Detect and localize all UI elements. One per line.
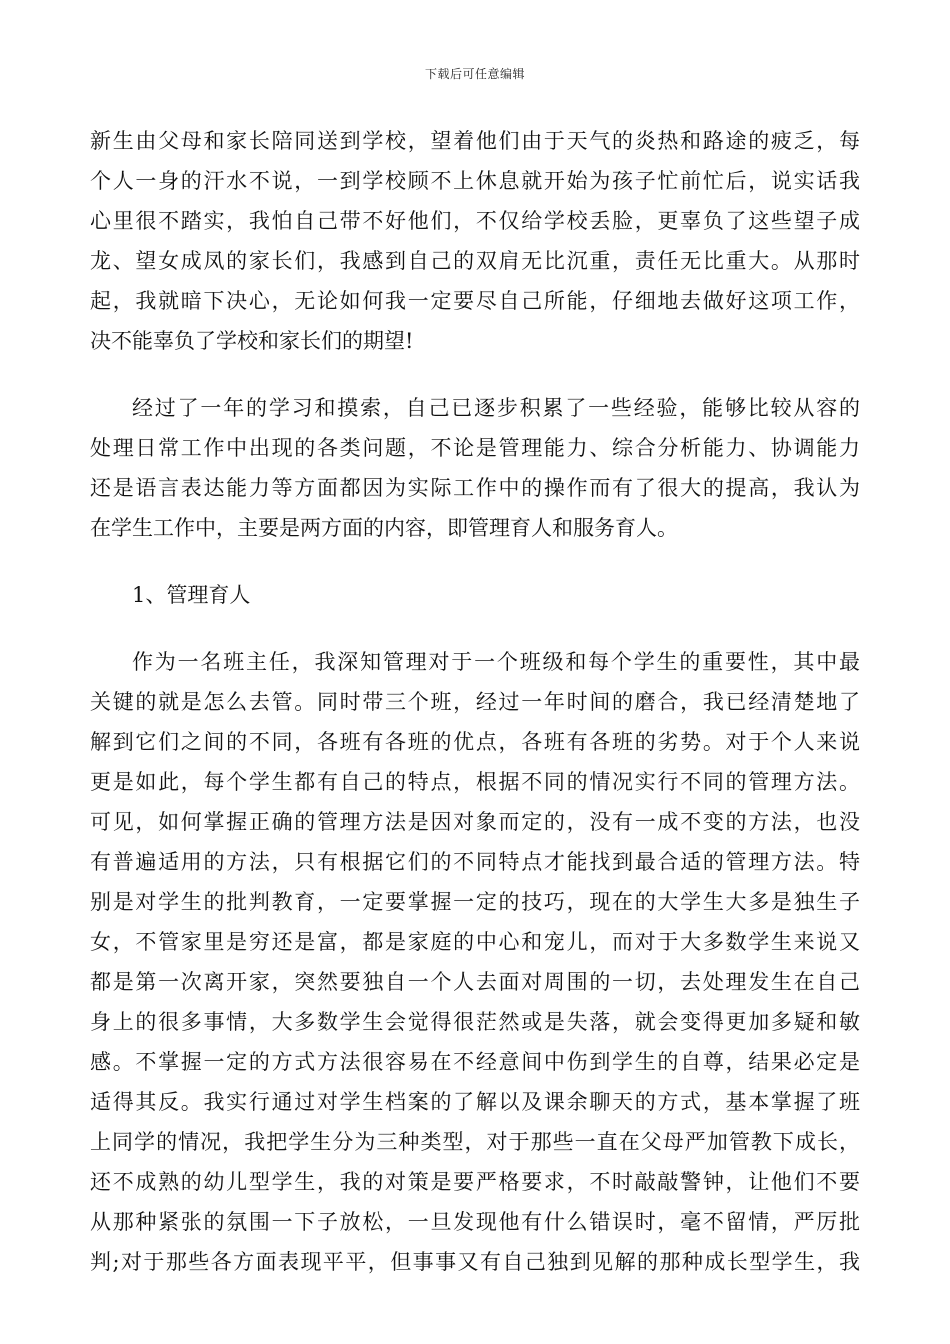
text-line: 上同学的情况，我把学生分为三种类型，对于那些一直在父母严加管教下成长， — [90, 1130, 860, 1154]
text-line: 更是如此，每个学生都有自己的特点，根据不同的情况实行不同的管理方法。 — [90, 770, 860, 794]
text-line: 感。不掌握一定的方式方法很容易在不经意间中伤到学生的自尊，结果必定是 — [90, 1050, 860, 1074]
paragraph-3 — [90, 642, 860, 1282]
paragraph-2 — [90, 388, 860, 548]
text-line: 心里很不踏实，我怕自己带不好他们，不仅给学校丢脸，更辜负了这些望子成 — [90, 209, 860, 233]
text-line: 解到它们之间的不同，各班有各班的优点，各班有各班的劣势。对于个人来说 — [90, 730, 860, 754]
text-line: 处理日常工作中出现的各类问题，不论是管理能力、综合分析能力、协调能力 — [90, 436, 860, 460]
document-body — [90, 121, 860, 1282]
text-line: 龙、望女成凤的家长们，我感到自己的双肩无比沉重，责任无比重大。从那时 — [90, 249, 860, 273]
section-heading — [90, 575, 860, 615]
text-line: 在学生工作中，主要是两方面的内容，即管理育人和服务育人。 — [90, 516, 678, 540]
text-line: 都是第一次离开家，突然要独自一个人去面对周围的一切，去处理发生在自己 — [90, 970, 860, 994]
text-line: 有普遍适用的方法，只有根据它们的不同特点才能找到最合适的管理方法。特 — [90, 850, 860, 874]
text-line: 决不能辜负了学校和家长们的期望! — [90, 329, 414, 353]
text-line: 还不成熟的幼儿型学生，我的对策是要严格要求，不时敲敲警钟，让他们不要 — [90, 1170, 860, 1194]
text-line: 作为一名班主任，我深知管理对于一个班级和每个学生的重要性，其中最 — [132, 650, 860, 674]
text-line: 可见，如何掌握正确的管理方法是因对象而定的，没有一成不变的方法，也没 — [90, 810, 860, 834]
text-line: 别是对学生的批判教育，一定要掌握一定的技巧，现在的大学生大多是独生子 — [90, 890, 860, 914]
text-line: 适得其反。我实行通过对学生档案的了解以及课余聊天的方式，基本掌握了班 — [90, 1090, 860, 1114]
text-line: 还是语言表达能力等方面都因为实际工作中的操作而有了很大的提高，我认为 — [90, 476, 860, 500]
text-line: 起，我就暗下决心，无论如何我一定要尽自己所能，仔细地去做好这项工作， — [90, 289, 860, 313]
heading-text: 1、管理育人 — [132, 583, 251, 607]
text-line: 经过了一年的学习和摸索，自己已逐步积累了一些经验，能够比较从容的 — [132, 396, 860, 420]
text-line: 新生由父母和家长陪同送到学校，望着他们由于天气的炎热和路途的疲乏，每 — [90, 129, 860, 153]
text-line: 身上的很多事情，大多数学生会觉得很茫然或是失落，就会变得更加多疑和敏 — [90, 1010, 860, 1034]
page-header: 下载后可任意编辑 — [424, 67, 525, 81]
text-line: 关键的就是怎么去管。同时带三个班，经过一年时间的磨合，我已经清楚地了 — [90, 690, 860, 714]
text-line: 判;对于那些各方面表现平平，但事事又有自己独到见解的那种成长型学生，我 — [90, 1250, 860, 1274]
text-line: 女，不管家里是穷还是富，都是家庭的中心和宠儿，而对于大多数学生来说又 — [90, 930, 860, 954]
paragraph-1 — [90, 121, 860, 361]
text-line: 从那种紧张的氛围一下子放松，一旦发现他有什么错误时，毫不留情，严厉批 — [90, 1210, 860, 1234]
text-line: 个人一身的汗水不说，一到学校顾不上休息就开始为孩子忙前忙后，说实话我 — [90, 169, 860, 193]
